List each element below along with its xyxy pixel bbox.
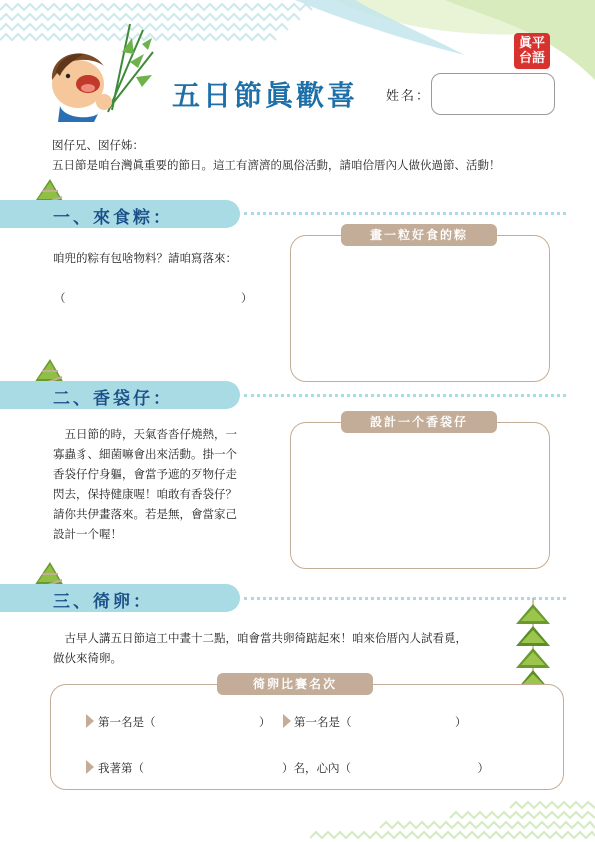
- draw-zongzi-label: 畫一粒好食的粽: [341, 224, 497, 246]
- badge-line-1: 眞平: [518, 36, 545, 51]
- section-1-answer-open: （: [54, 291, 66, 305]
- triangle-bullet-icon: [86, 760, 94, 774]
- name-input[interactable]: [431, 73, 555, 115]
- zongzi-string-illustration: [508, 598, 558, 690]
- intro-text: 五日節是咱台灣眞重要的節日。這工有濟濟的風俗活動，請咱佮厝內人做伙過節、活動！: [52, 158, 501, 172]
- boy-with-leaves-illustration: [38, 22, 158, 122]
- section-2-title: 二、香袋仔：: [53, 389, 173, 409]
- section-2-line: 香袋仔佇身軀，會當予遮的歹物仔走: [53, 467, 237, 481]
- intro-greeting: 囡仔兄、囡仔姊：: [52, 138, 144, 152]
- section-3-title: 三、徛卵：: [53, 592, 153, 612]
- section-2-line: 寡蟲豸、細菌嘛會出來活動。掛一个: [53, 447, 237, 461]
- section-2-dotted-line: [244, 394, 566, 397]
- section-3-line: 古早人講五日節這工中晝十二點，咱會當共卵徛踮起來！咱來佮厝內人試看覓，: [53, 631, 467, 645]
- section-2-line: 請你共伊畫落來。若是無，會當家己: [53, 507, 237, 521]
- rank-first-field[interactable]: 第一名是（ ）: [98, 715, 271, 729]
- section-1-answer-field[interactable]: [70, 288, 238, 306]
- section-1-dotted-line: [244, 212, 566, 215]
- section-1-title: 一、來食粽：: [53, 208, 173, 228]
- name-label: 姓名：: [386, 89, 432, 104]
- section-2-line: 五日節的時，天氣沓沓仔燒熱，一: [53, 427, 237, 441]
- section-1-question: 咱兜的粽有包啥物料？請咱寫落來：: [53, 251, 237, 265]
- my-rank-field[interactable]: 我著第（ ）名，心內（ ）: [98, 761, 489, 775]
- design-sachet-panel[interactable]: [290, 422, 550, 569]
- triangle-bullet-icon: [283, 714, 291, 728]
- draw-zongzi-panel[interactable]: [290, 235, 550, 382]
- badge-line-2: 台語: [518, 51, 545, 66]
- zhen-ping-taiyu-badge: [514, 33, 550, 69]
- bottom-zigzag-decoration: [310, 800, 595, 842]
- section-1-answer-close: ）: [241, 291, 253, 305]
- section-3-line: 做伙來徛卵。: [53, 651, 122, 665]
- design-sachet-label: 設計一个香袋仔: [341, 411, 497, 433]
- page-title: 五日節眞歡喜: [172, 79, 359, 112]
- section-2-paragraph: [53, 424, 273, 544]
- egg-contest-label: 徛卵比賽名次: [217, 673, 373, 695]
- section-2-line: 設計一个喔！: [53, 527, 122, 541]
- rank-first-field[interactable]: 第一名是（ ）: [294, 715, 467, 729]
- section-2-line: 閃去，保持健康喔！咱敢有香袋仔？: [53, 487, 237, 501]
- section-3-paragraph: [53, 628, 467, 668]
- triangle-bullet-icon: [86, 714, 94, 728]
